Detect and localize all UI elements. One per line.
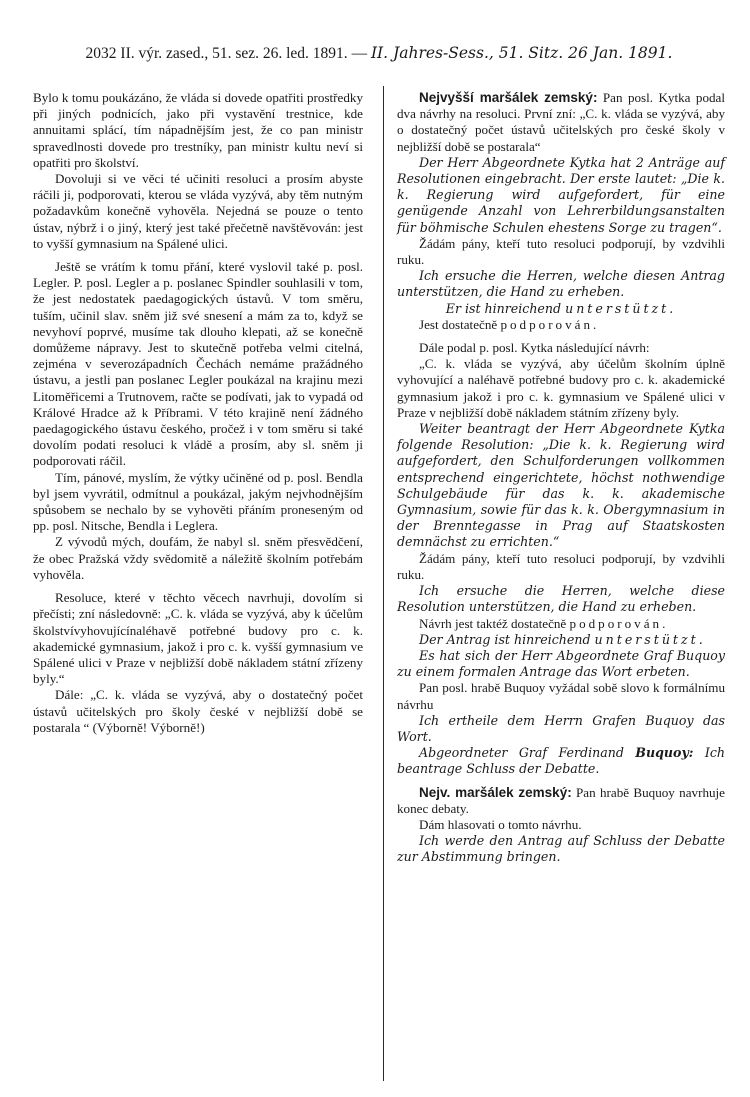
paragraph: Bylo k tomu poukázáno, že vláda si dovede opatřiti prostředky při jiných podnicích, jako při vystavění trestnice, kde annuitami splácí, tím nápadnějším jest, že co pan ministr spravedlnosti dovede pro trestníky, pan ministr kultu neví si opatřiti pro školství. — [33, 90, 363, 170]
spaced-text: podporován. — [500, 316, 600, 332]
paragraph: Ještě se vrátím k tomu přání, které vyslovil také p. posl. Legler. P. posl. Legler a p. poslanec Spindler souhlasili v tom, že jest nedostatek paedagogických ústavů. V tom směru, tuším, učinil slav. sněm již své snesení a mám za to, když se nevyhoví poprvé, musíme tak dlouho klepati, až se konečně domůžeme nápravy. Jest to skutečně potřeba velmi citelná, zejména v severozápadních Čechách nemáme pražádného ústavu, a jestli pan poslanec Legler poukázal na krajinu mezi Litoměřicemi a Trutnovem, račte se podívati, jak to vypadá od Králové Hradce až k Příbrami. V této krajině není žádného paedagogického ústavu českého, pročež i v tom směru si také dovolím podati resoluci k vládě a prosím, aby sl. sněm ji podporovati ráčil. — [33, 259, 363, 469]
left-column — [33, 90, 363, 736]
text: Der Antrag ist hinreichend — [419, 631, 595, 647]
header-dash: — — [347, 45, 371, 62]
paragraph-german: Ich ersuche die Herren, welche diesen Antrag unterstützen, die Hand zu erheben. — [397, 268, 725, 300]
text: Er ist hinreichend — [445, 300, 566, 316]
paragraph-german — [397, 745, 725, 777]
paragraph: Dám hlasovati o tomto návrhu. — [419, 816, 582, 832]
paragraph-german: Ich ertheile dem Herrn Grafen Buquoy das Wort. — [397, 712, 725, 744]
paragraph — [397, 90, 725, 155]
page-header — [34, 44, 724, 63]
paragraph: „C. k. vláda se vyzývá, aby účelům školním úplně vyhovující a naléhavě potřebné budovy pro c. k. akademické gymnasium jakož i pro c. k. gymnasium ve Spálené ulici v Praze v nejbližší době nákladem státním zřízeny byly. — [397, 356, 725, 420]
speaker-name: Nejv. maršálek zemský: — [419, 784, 572, 800]
paragraph: Žádám pány, kteří tuto resoluci podporují, by vzdvihli ruku. — [397, 550, 725, 582]
text: Abgeordneter Graf Ferdinand — [419, 745, 636, 761]
paragraph: Pan posl. hrabě Buquoy vyžádal sobě slovo k formálnímu návrhu — [397, 680, 725, 712]
text: Jest dostatečně — [419, 316, 501, 332]
paragraph: Dále podal p. posl. Kytka následující návrh: — [419, 340, 650, 356]
paragraph — [397, 317, 725, 333]
header-german: II. Jahres-Sess., 51. Sitz. 26 Jan. 1891. — [370, 44, 673, 62]
paragraph: Tím, pánové, myslím, že výtky učiněné od p. posl. Bendla byl jsem vyvrátil, odmítnul a poukázal, jakým nejvhodnějším spůsobem se nechalo by se vyhověti přáním proneseným od pp. posl. Nitsche, Bendla i Leglera. — [33, 469, 363, 534]
paragraph-german — [397, 632, 725, 648]
spaced-text: podporován. — [569, 615, 669, 631]
speaker-name: Buquoy: — [635, 745, 694, 761]
text: Ich beantrage Schluss der Debatte. — [397, 745, 725, 777]
header-czech: 2032 II. výr. zased., 51. sez. 26. led. 1891. — [85, 45, 348, 62]
right-column — [397, 90, 725, 866]
paragraph-german: Es hat sich der Herr Abgeordnete Graf Buquoy zu einem formalen Antrage das Wort erbeten. — [397, 647, 725, 680]
speech-text: Pan posl. Kytka podal dva návrhy na resoluci. První zní: „C. k. vláda se vyzývá, aby o dostatečný počet ústavů učitelských pro české školy v nejbližší době se postarala“ — [397, 90, 725, 154]
paragraph — [397, 785, 725, 817]
paragraph: Dále: „C. k. vláda se vyzývá, aby o dostatečný počet ústavů učitelských pro školy české v nejbližší době se postarala “ (Výborně! Výborně!) — [33, 687, 363, 735]
spaced-text: unterstützt. — [594, 631, 706, 647]
speaker-name: Nejvyšší maršálek zemský: — [419, 90, 598, 105]
speech-text: Pan hrabě Buquoy navrhuje konec debaty. — [397, 784, 725, 816]
paragraph-german — [397, 301, 725, 317]
paragraph: Dovoluji si ve věci té učiniti resoluci a prosím abyste ráčili ji, podporovati, kterou se vláda vyzývá, aby těm nutným požadavkům konečně vyhověla. Nejedná se pouze o tento ústav, nýbrž i o jiný, který jest také přečetně navštěvován: jest to vyšší gymnasium na Spálené ulici. — [33, 171, 363, 251]
text: Návrh jest taktéž dostatečně — [419, 615, 570, 631]
paragraph: Z vývodů mých, doufám, že nabyl sl. sněm přesvědčení, že obec Pražská vždy svědomitě a náležitě školním potřebám vyhověla. — [33, 534, 363, 582]
paragraph-german: Der Herr Abgeordnete Kytka hat 2 Anträge auf Resolutionen eingebracht. Der erste lautet: „Die k. k. Regierung wird aufgefordert, für eine genügende Anzahl von Lehrerbildungsanstalten für böhmische Schulen ehestens Sorge zu tragen“. — [397, 154, 725, 235]
paragraph: Resoluce, které v těchto věcech navrhuji, dovolím si přečísti; zní následovně: „C. k. vláda se vyzývá, aby k účelům školstvívyhovujícínaléhavě potřebné budovy pro c. k. akademické gymnasium, jakož i pro c. k. vyšší gymnasium ve Spálené ulici v Praze v nejbližší době nákladem státní zřízeny byly.“ — [33, 590, 363, 687]
paragraph-german: Ich ersuche die Herren, welche diese Resolution unterstützen, die Hand zu erheben. — [397, 583, 725, 615]
paragraph — [397, 616, 725, 632]
paragraph-german: Weiter beantragt der Herr Abgeordnete Kytka folgende Resolution: „Die k. k. Regierung wird aufgefordert, den Schulforderungen vollkommen entsprechend eingerichtete, höchst nothwendige Schulgebäude für das k. k. akademische Gymnasium, sowie für das k. k. Obergymnasium in der Brenntegasse in Prag auf Staatskosten demnächst zu errichten.“ — [397, 421, 725, 550]
paragraph: Žádám pány, kteří tuto resoluci podporují, by vzdvihli ruku. — [397, 235, 725, 268]
spaced-text: unterstützt. — [565, 300, 677, 316]
paragraph-german: Ich werde den Antrag auf Schluss der Debatte zur Abstimmung bringen. — [397, 833, 725, 865]
column-divider — [383, 86, 384, 1081]
